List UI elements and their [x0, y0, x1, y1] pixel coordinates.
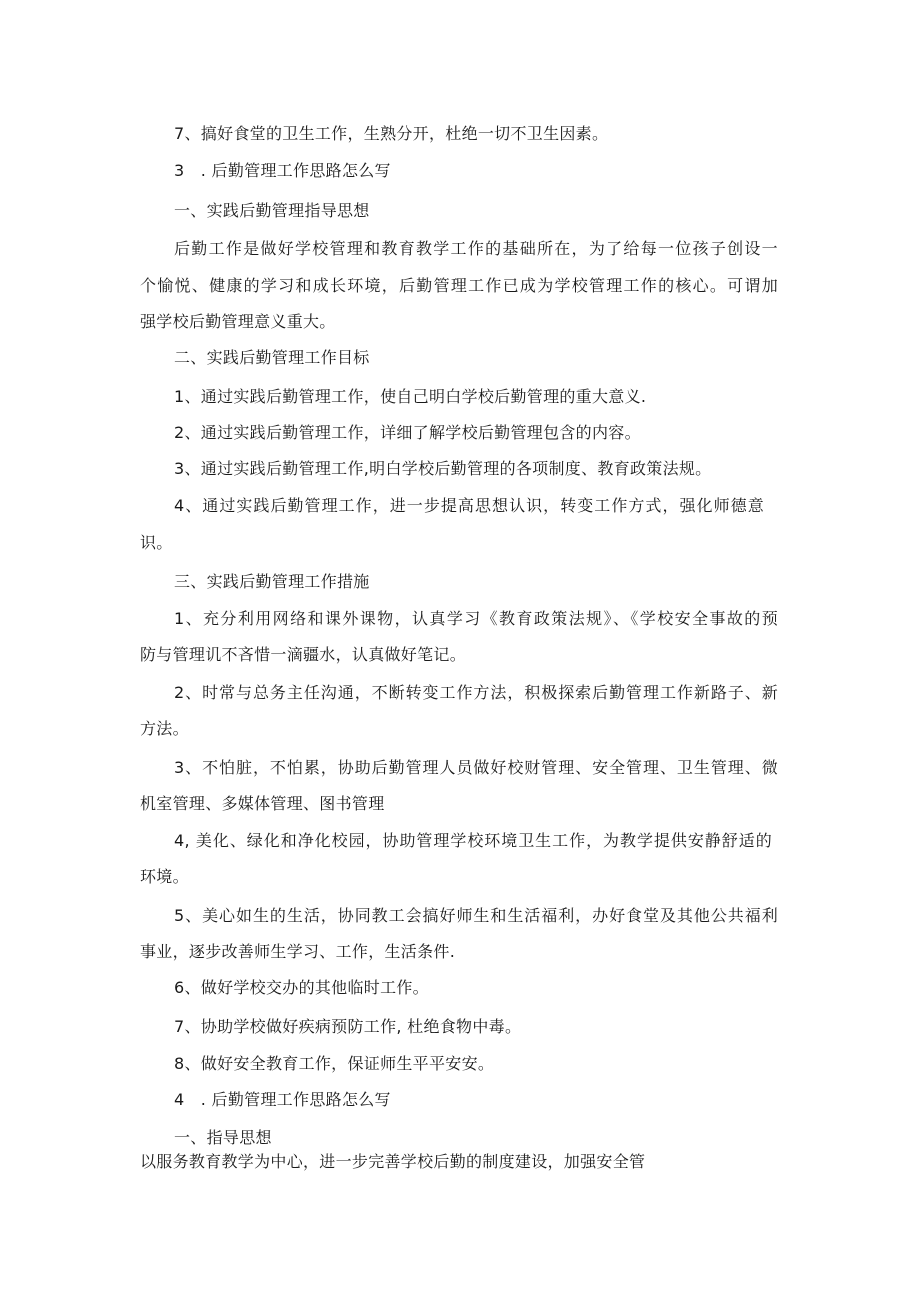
text-line: 以服务教育教学为中心，进一步完善学校后勤的制度建设，加强安全管 — [140, 1152, 646, 1171]
text-line: 机室管理、多媒体管理、图书管理 — [140, 794, 385, 813]
text-line: 防与管理讥不吝惜一滴疆水，认真做好笔记。 — [140, 645, 467, 664]
text-line: 事业，逐步改善师生学习、工作，生活条件. — [140, 942, 456, 961]
text-line: 方法。 — [140, 719, 189, 738]
text-line — [140, 276, 778, 296]
list-item: 8、做好安全教育工作，保证师生平平安安。 — [174, 1054, 495, 1073]
list-item — [174, 831, 772, 851]
text-line-content: 2、时常与总务主任沟通，不断转变工作方法，积极探索后勤管理工作新路子、新 — [174, 683, 778, 702]
section-heading: 4 . 后勤管理工作思路怎么写 — [174, 1090, 391, 1109]
text-line — [174, 239, 778, 259]
list-item: 6、做好学校交办的其他临时工作。 — [174, 978, 429, 997]
text-line: 强学校后勤管理意义重大。 — [140, 312, 336, 331]
section-heading: 3 . 后勤管理工作思路怎么写 — [174, 161, 391, 180]
list-item: 1、通过实践后勤管理工作，使自己明白学校后勤管理的重大意义. — [174, 387, 647, 406]
list-item: 7、协助学校做好疾病预防工作, 杜绝食物中毒。 — [174, 1017, 522, 1036]
text-line-content: 后勤工作是做好学校管理和教育教学工作的基础所在，为了给每一位孩子创设一 — [174, 239, 778, 258]
list-item: 2、通过实践后勤管理工作，详细了解学校后勤管理包含的内容。 — [174, 423, 641, 442]
text-line-content: 3、不怕脏，不怕累，协助后勤管理人员做好校财管理、安全管理、卫生管理、微 — [174, 758, 778, 777]
text-line: 识。 — [140, 533, 173, 552]
text-line-content: 1、充分利用网络和课外课物，认真学习《教育政策法规》、《学校安全事故的预 — [174, 609, 778, 628]
text-line: 环境。 — [140, 867, 189, 886]
text-line-content: 4, 美化、绿化和净化校园，协助管理学校环境卫生工作，为教学提供安静舒适的 — [174, 831, 772, 850]
text-line-content: 5、美心如生的生活，协同教工会搞好师生和生活福利，办好食堂及其他公共福利 — [174, 906, 778, 925]
list-item — [174, 609, 778, 629]
list-item — [174, 758, 778, 778]
list-item — [174, 496, 764, 516]
subheading: 二、实践后勤管理工作目标 — [174, 348, 370, 367]
subheading: 一、指导思想 — [174, 1128, 272, 1147]
text-line-content: 4、通过实践后勤管理工作，进一步提高思想认识，转变工作方式，强化师德意 — [174, 496, 764, 515]
subheading: 三、实践后勤管理工作措施 — [174, 572, 370, 591]
list-item — [174, 683, 778, 703]
text-line: 7、搞好食堂的卫生工作，生熟分开，杜绝一切不卫生因素。 — [174, 124, 609, 143]
list-item — [174, 906, 778, 926]
list-item: 3、通过实践后勤管理工作,明白学校后勤管理的各项制度、教育政策法规。 — [174, 459, 712, 478]
text-line-content: 个愉悦、健康的学习和成长环境，后勤管理工作已成为学校管理工作的核心。可谓加 — [140, 276, 778, 295]
subheading: 一、实践后勤管理指导思想 — [174, 201, 370, 220]
